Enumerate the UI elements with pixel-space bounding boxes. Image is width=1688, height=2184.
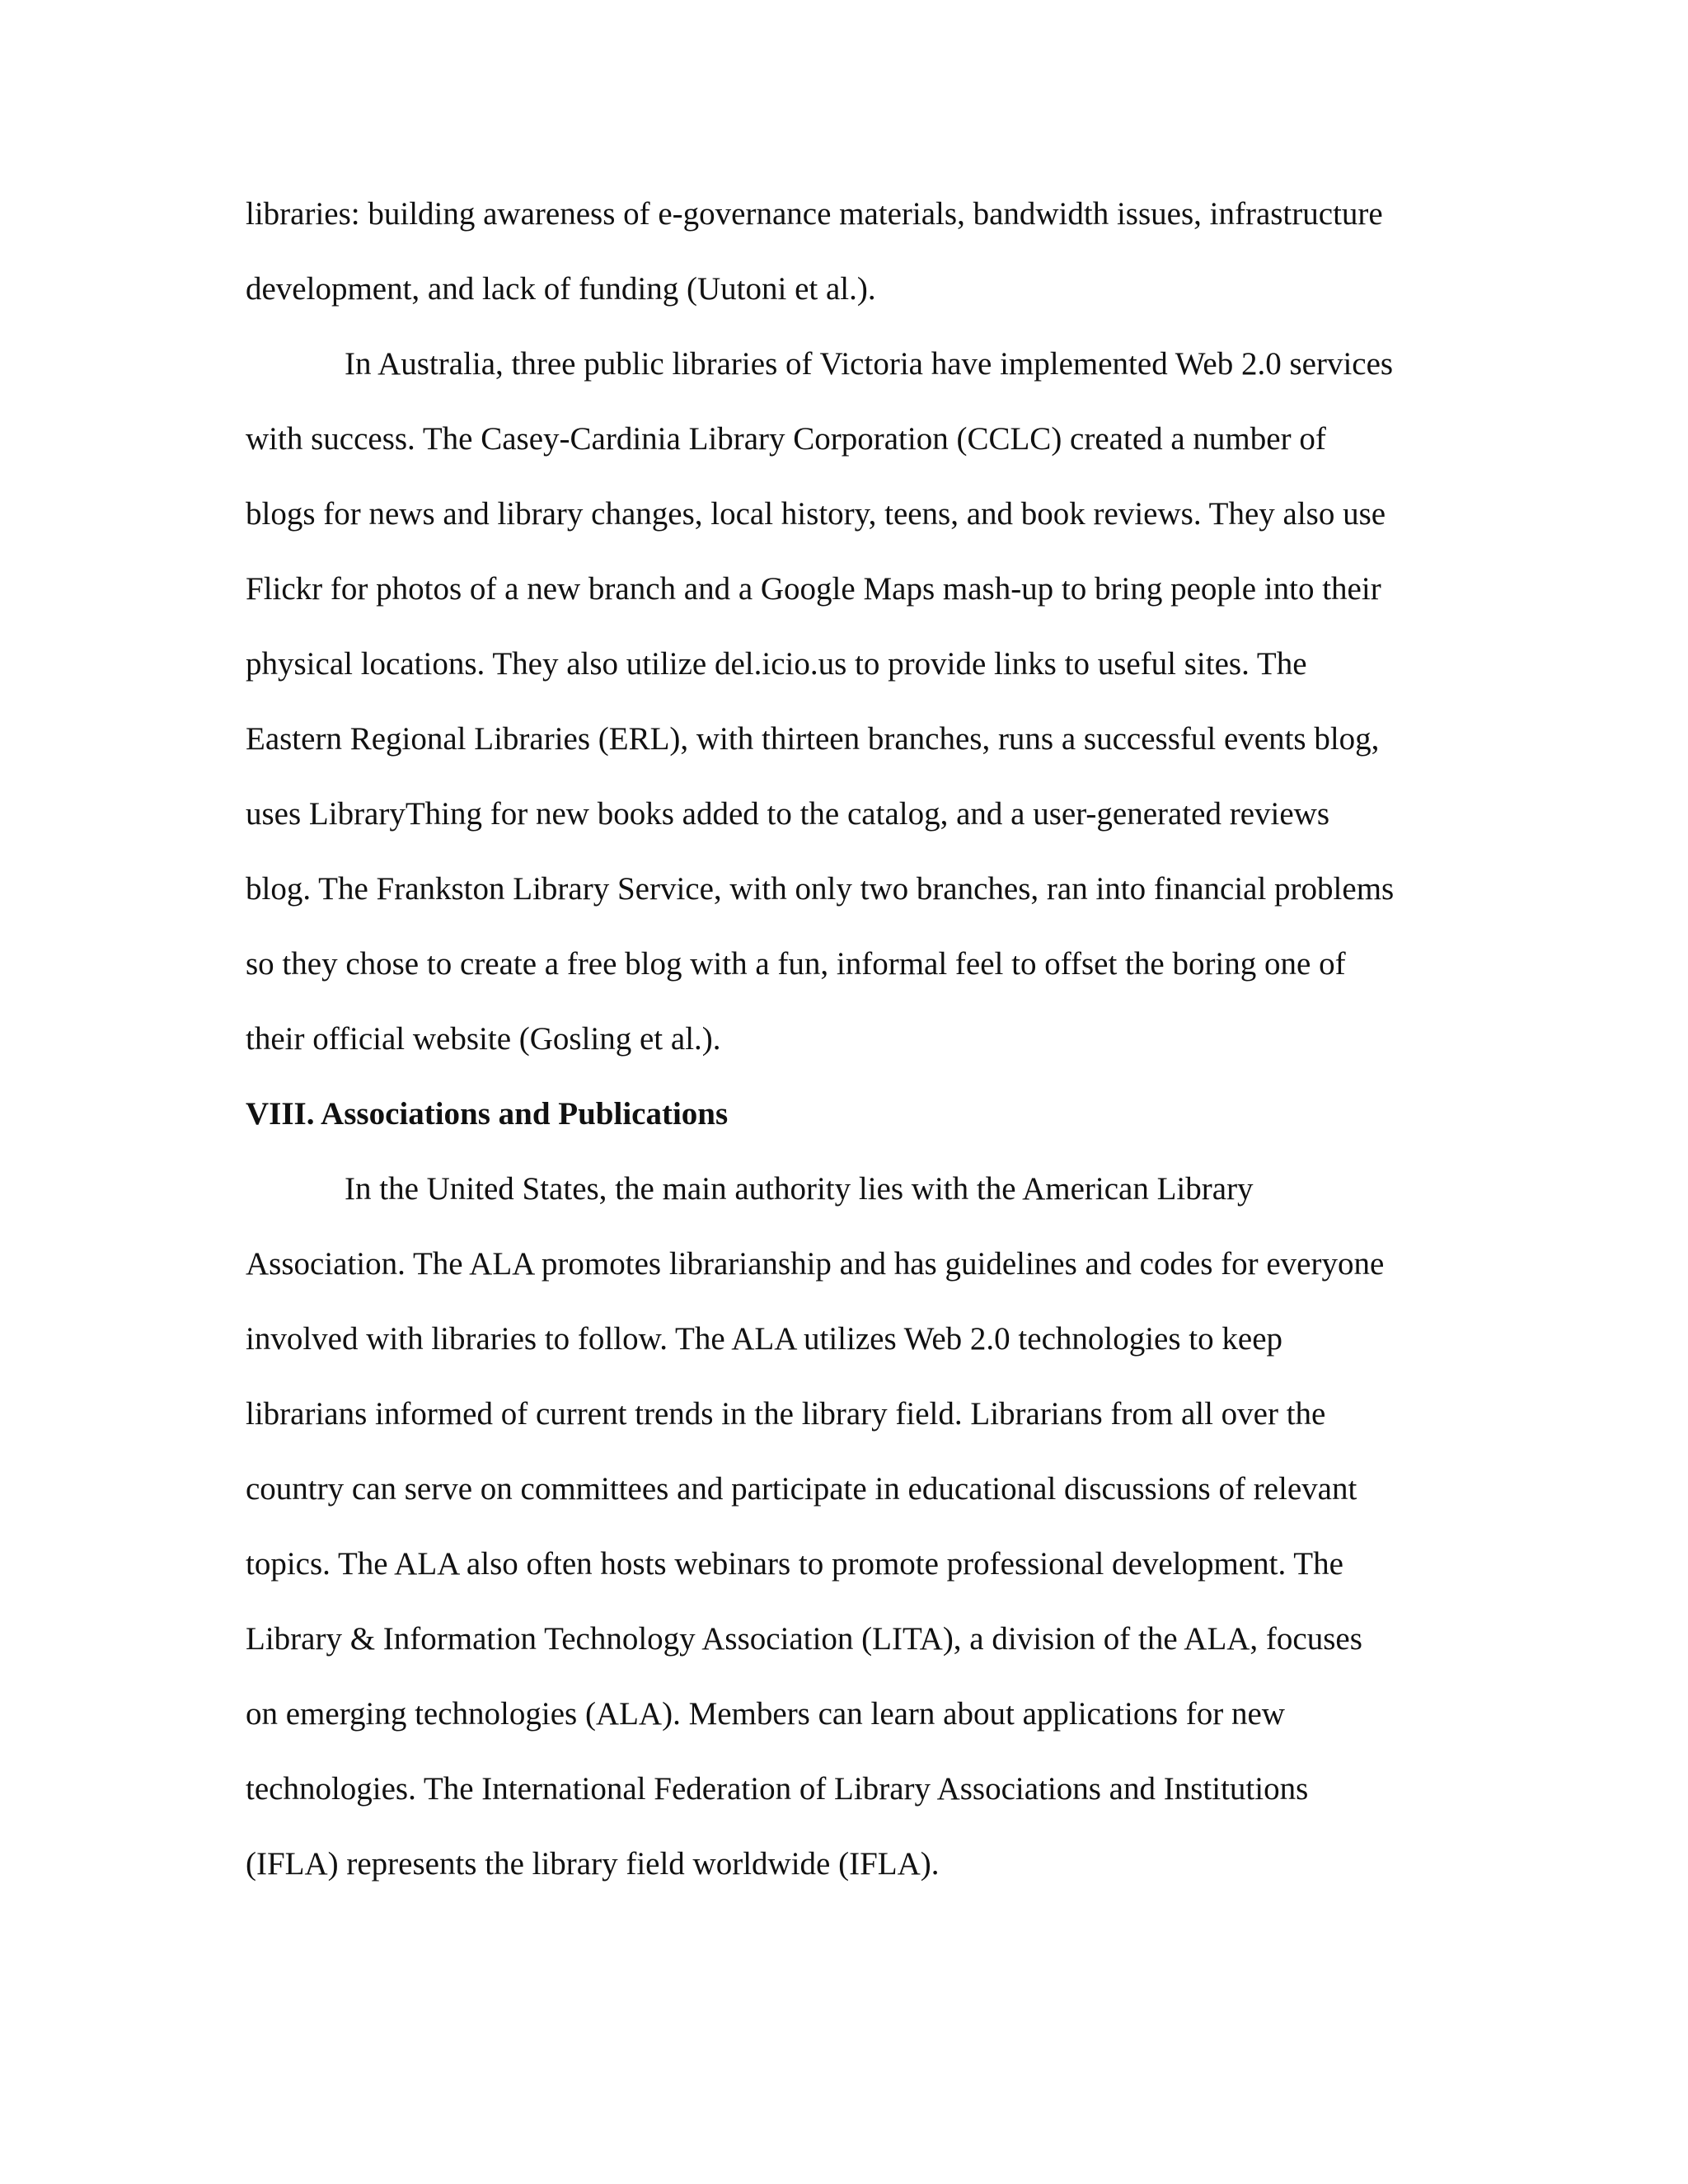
paragraph-3-line-10: (IFLA) represents the library field worldwide (IFLA).	[246, 1846, 940, 1882]
paragraph-3-line-2: Association. The ALA promotes librarianship and has guidelines and codes for everyone	[246, 1246, 1385, 1282]
paragraph-2-line-8: blog. The Frankston Library Service, with only two branches, ran into financial problems	[246, 871, 1395, 907]
paragraph-2-line-3: blogs for news and library changes, local history, teens, and book reviews. They also use	[246, 496, 1386, 532]
paragraph-2-line-1: In Australia, three public libraries of Victoria have implemented Web 2.0 services	[345, 346, 1394, 382]
paragraph-1-line-2: development, and lack of funding (Uutoni et al.).	[246, 271, 876, 307]
paragraph-2-line-6: Eastern Regional Libraries (ERL), with thirteen branches, runs a successful events blog,	[246, 721, 1380, 757]
paragraph-2-line-2: with success. The Casey-Cardinia Library Corporation (CCLC) created a number of	[246, 421, 1326, 457]
paragraph-3-line-7: Library & Information Technology Association (LITA), a division of the ALA, focuses	[246, 1621, 1362, 1657]
paragraph-2-line-10: their official website (Gosling et al.).	[246, 1021, 721, 1057]
paragraph-2-line-9: so they chose to create a free blog with a fun, informal feel to offset the boring one of	[246, 946, 1346, 982]
paragraph-3-line-4: librarians informed of current trends in the library field. Librarians from all over the	[246, 1396, 1326, 1432]
paragraph-3-line-3: involved with libraries to follow. The ALA utilizes Web 2.0 technologies to keep	[246, 1321, 1282, 1357]
section-heading: VIII. Associations and Publications	[246, 1096, 729, 1132]
paragraph-3-line-6: topics. The ALA also often hosts webinars to promote professional development. The	[246, 1546, 1343, 1582]
paragraph-3-line-8: on emerging technologies (ALA). Members can learn about applications for new	[246, 1696, 1285, 1732]
paragraph-2-line-4: Flickr for photos of a new branch and a Google Maps mash-up to bring people into their	[246, 571, 1381, 607]
paragraph-3-line-5: country can serve on committees and participate in educational discussions of relevant	[246, 1471, 1357, 1507]
paragraph-3-line-9: technologies. The International Federation of Library Associations and Institutions	[246, 1771, 1309, 1807]
paragraph-2-line-7: uses LibraryThing for new books added to the catalog, and a user-generated reviews	[246, 796, 1329, 832]
paragraph-3-line-1: In the United States, the main authority lies with the American Library	[345, 1171, 1254, 1207]
paragraph-2-line-5: physical locations. They also utilize del.icio.us to provide links to useful sites. The	[246, 646, 1307, 682]
paragraph-1-line-1: libraries: building awareness of e-governance materials, bandwidth issues, infrastructure	[246, 196, 1383, 232]
